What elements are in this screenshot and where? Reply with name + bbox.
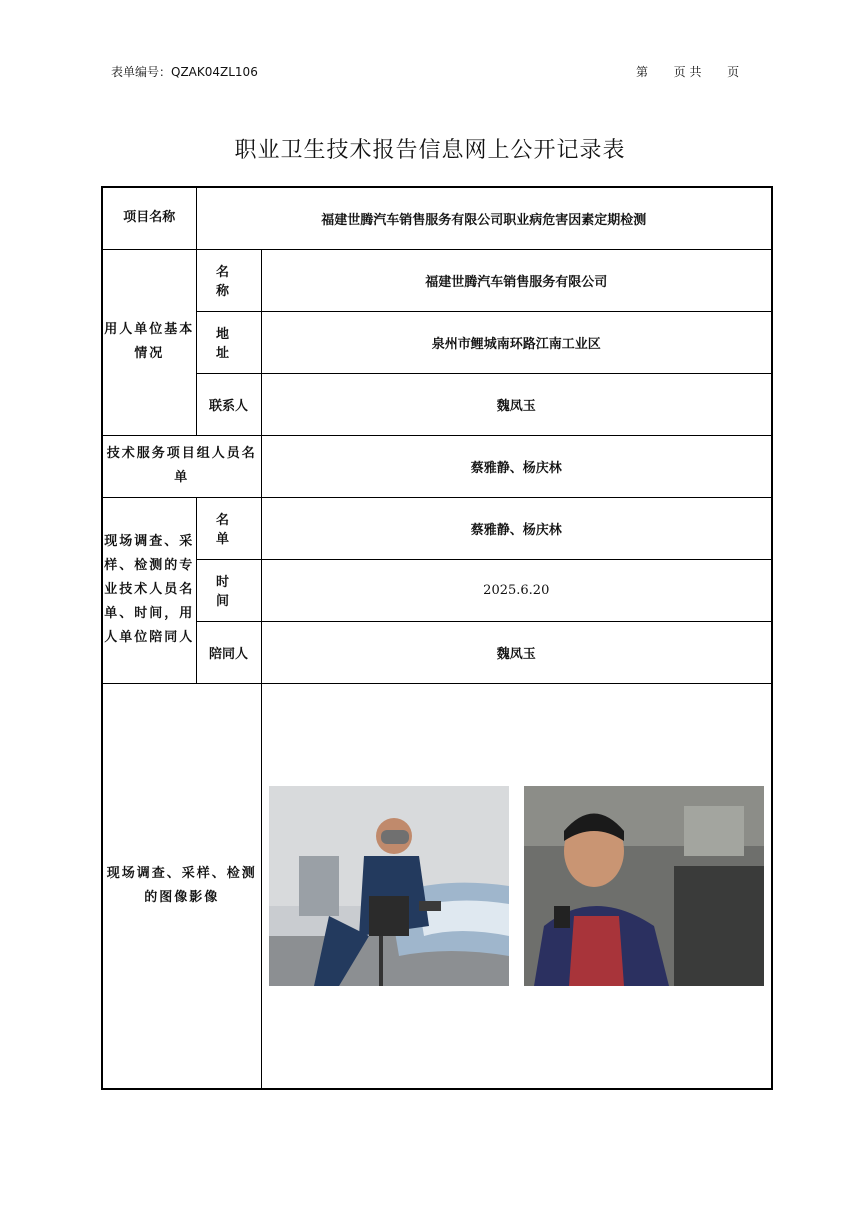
page-title: 职业卫生技术报告信息网上公开记录表	[234, 138, 626, 163]
page-counter	[636, 63, 739, 80]
images-row	[102, 683, 772, 1089]
employer-contact-value: 魏凤玉	[261, 373, 772, 435]
team-label: 技术服务项目组人员名单	[102, 435, 261, 497]
project-label: 项目名称	[102, 187, 196, 249]
employer-contact-row	[102, 373, 772, 435]
team-row	[102, 435, 772, 497]
employer-contact-label: 联系人	[196, 373, 261, 435]
employer-address-row	[102, 311, 772, 373]
page-mid: 页 共	[673, 65, 702, 79]
survey-escort-label: 陪同人	[196, 621, 261, 683]
employer-name-value: 福建世腾汽车销售服务有限公司	[261, 249, 772, 311]
page-suffix: 页	[727, 65, 740, 79]
form-number: 表单编号：QZAK04ZL106	[111, 65, 258, 79]
employer-name-row	[102, 249, 772, 311]
photo-technician-image	[269, 786, 509, 986]
survey-time-row	[102, 559, 772, 621]
team-value: 蔡雅静、杨庆林	[261, 435, 772, 497]
survey-time-value: 2025.6.20	[261, 559, 772, 621]
employer-address-value: 泉州市鲤城南环路江南工业区	[261, 311, 772, 373]
survey-label: 现场调查、采样、检测的专业技术人员名单、时间，用人单位陪同人	[102, 497, 196, 683]
survey-names-row	[102, 497, 772, 559]
project-row	[102, 187, 772, 249]
employer-label: 用人单位基本情况	[102, 249, 196, 435]
survey-names-label: 名 单	[196, 497, 261, 559]
page-prefix: 第	[636, 65, 649, 79]
photo-technician-sampling	[269, 786, 509, 986]
survey-escort-value: 魏凤玉	[261, 621, 772, 683]
images-cell	[261, 683, 772, 1089]
survey-names-value: 蔡雅静、杨庆林	[261, 497, 772, 559]
record-table	[101, 186, 773, 1090]
employer-name-label: 名 称	[196, 249, 261, 311]
photo-worker-image	[524, 786, 764, 986]
photo-worker-with-sampler	[524, 786, 764, 986]
survey-time-label: 时 间	[196, 559, 261, 621]
survey-escort-row	[102, 621, 772, 683]
project-value: 福建世腾汽车销售服务有限公司职业病危害因素定期检测	[196, 187, 772, 249]
employer-address-label: 地 址	[196, 311, 261, 373]
images-label: 现场调查、采样、检测的图像影像	[102, 683, 261, 1089]
